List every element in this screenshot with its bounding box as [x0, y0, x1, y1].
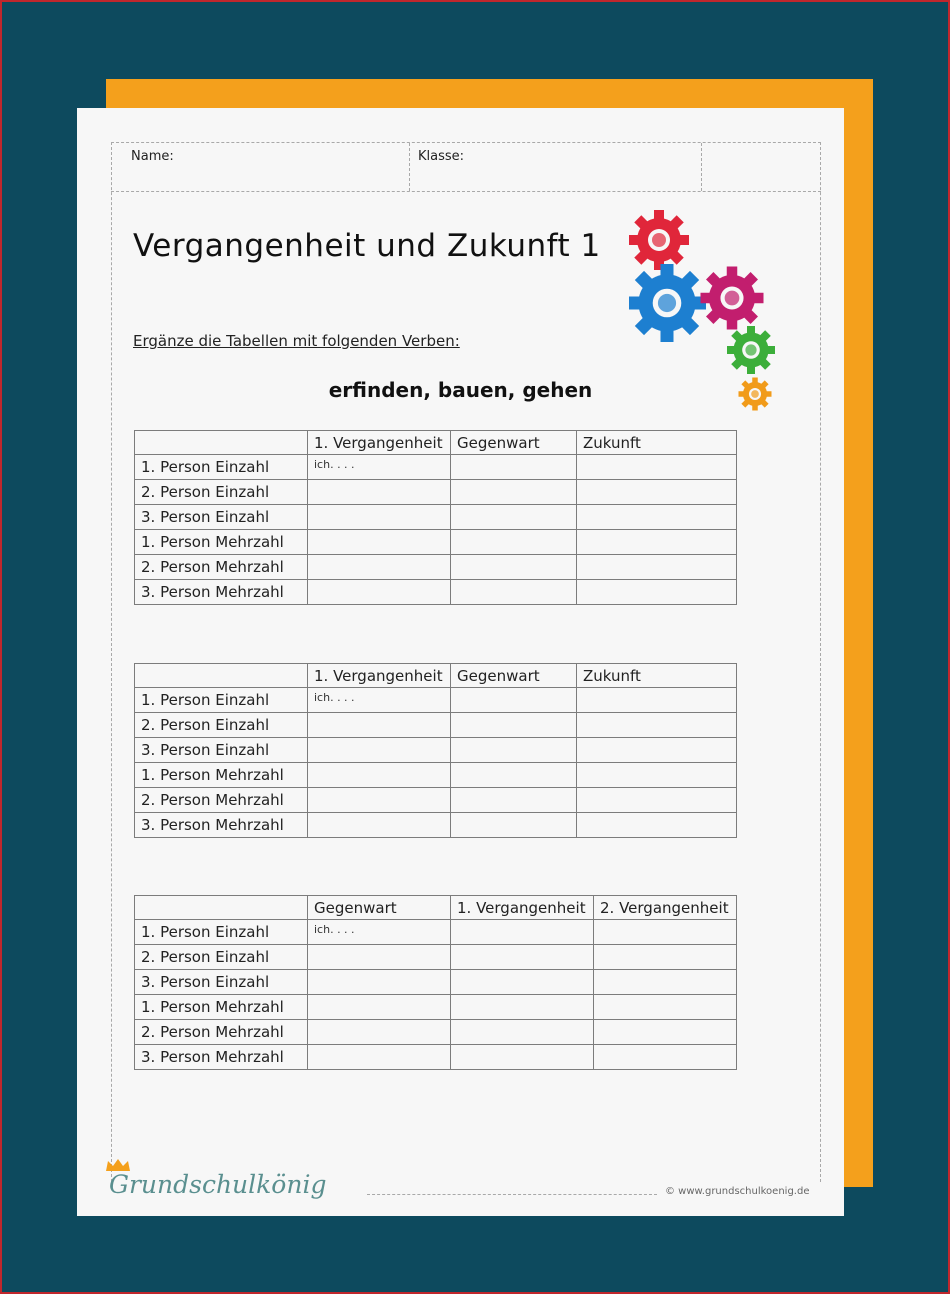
row-label: 2. Person Mehrzahl: [135, 1020, 308, 1045]
answer-cell[interactable]: [308, 1045, 451, 1070]
table-row: [135, 813, 737, 838]
answer-cell[interactable]: [577, 530, 737, 555]
class-field[interactable]: [409, 143, 701, 191]
table-row: [135, 788, 737, 813]
column-header: 2. Vergangenheit: [594, 896, 737, 920]
table-row: [135, 530, 737, 555]
row-label: 3. Person Mehrzahl: [135, 1045, 308, 1070]
answer-cell[interactable]: [451, 945, 594, 970]
answer-cell[interactable]: [308, 738, 451, 763]
answer-cell[interactable]: [308, 813, 451, 838]
column-header: Zukunft: [577, 664, 737, 688]
answer-cell[interactable]: [577, 555, 737, 580]
verb-list: erfinden, bauen, gehen: [328, 378, 593, 402]
column-header: Gegenwart: [451, 664, 577, 688]
answer-cell[interactable]: [451, 480, 577, 505]
table-row: [135, 738, 737, 763]
table-row: [135, 995, 737, 1020]
answer-cell[interactable]: [308, 505, 451, 530]
answer-cell[interactable]: [451, 995, 594, 1020]
corner-cell: [135, 664, 308, 688]
answer-cell[interactable]: [451, 970, 594, 995]
answer-cell[interactable]: [451, 920, 594, 945]
row-label: 1. Person Mehrzahl: [135, 763, 308, 788]
answer-cell[interactable]: [594, 1020, 737, 1045]
column-header: Zukunft: [577, 431, 737, 455]
answer-cell[interactable]: [308, 763, 451, 788]
blank-field: [701, 143, 821, 191]
row-label: 1. Person Einzahl: [135, 455, 308, 480]
answer-cell[interactable]: [451, 688, 577, 713]
row-label: 3. Person Einzahl: [135, 505, 308, 530]
answer-cell[interactable]: [577, 688, 737, 713]
corner-cell: [135, 896, 308, 920]
answer-cell[interactable]: [451, 530, 577, 555]
table-row: [135, 455, 737, 480]
answer-cell[interactable]: [308, 788, 451, 813]
row-label: 3. Person Einzahl: [135, 738, 308, 763]
answer-cell[interactable]: [577, 788, 737, 813]
conjugation-table-3: [134, 895, 737, 1070]
answer-cell[interactable]: [451, 763, 577, 788]
column-header: Gegenwart: [451, 431, 577, 455]
answer-cell[interactable]: [308, 555, 451, 580]
table-row: [135, 555, 737, 580]
answer-cell[interactable]: [308, 713, 451, 738]
table-row: [135, 580, 737, 605]
name-field[interactable]: [111, 143, 409, 191]
answer-cell[interactable]: [451, 738, 577, 763]
table-row: [135, 970, 737, 995]
table-row: [135, 1045, 737, 1070]
table-row: [135, 480, 737, 505]
footer-divider: [367, 1194, 657, 1195]
row-label: 1. Person Einzahl: [135, 920, 308, 945]
answer-cell[interactable]: [577, 738, 737, 763]
instruction-text: Ergänze die Tabellen mit folgenden Verben:: [133, 332, 460, 350]
corner-cell: [135, 431, 308, 455]
answer-cell[interactable]: [308, 580, 451, 605]
answer-cell[interactable]: [594, 945, 737, 970]
column-header: 1. Vergangenheit: [308, 431, 451, 455]
answer-cell[interactable]: [451, 788, 577, 813]
answer-cell[interactable]: [308, 995, 451, 1020]
row-label: 2. Person Einzahl: [135, 945, 308, 970]
row-label: 2. Person Einzahl: [135, 713, 308, 738]
row-label: 2. Person Mehrzahl: [135, 788, 308, 813]
answer-cell[interactable]: [577, 505, 737, 530]
answer-cell[interactable]: [577, 580, 737, 605]
worksheet: [77, 108, 844, 1216]
table-row: [135, 763, 737, 788]
answer-cell[interactable]: [308, 945, 451, 970]
table-row: [135, 945, 737, 970]
table-row: [135, 920, 737, 945]
row-label: 2. Person Mehrzahl: [135, 555, 308, 580]
conjugation-table-1: [134, 430, 737, 605]
answer-cell[interactable]: ich. . . .: [308, 920, 451, 945]
header-row: [111, 142, 821, 192]
copyright-text: © www.grundschulkoenig.de: [665, 1186, 810, 1197]
answer-cell[interactable]: ich. . . .: [308, 688, 451, 713]
answer-cell[interactable]: [451, 1020, 594, 1045]
row-label: 3. Person Einzahl: [135, 970, 308, 995]
column-header: Gegenwart: [308, 896, 451, 920]
row-label: 1. Person Mehrzahl: [135, 995, 308, 1020]
answer-cell[interactable]: [451, 1045, 594, 1070]
answer-cell[interactable]: [308, 480, 451, 505]
row-label: 1. Person Mehrzahl: [135, 530, 308, 555]
row-label: 3. Person Mehrzahl: [135, 813, 308, 838]
answer-cell[interactable]: [594, 995, 737, 1020]
answer-cell[interactable]: [577, 480, 737, 505]
answer-cell[interactable]: [308, 1020, 451, 1045]
row-label: 2. Person Einzahl: [135, 480, 308, 505]
conjugation-table-2: [134, 663, 737, 838]
answer-cell[interactable]: [594, 920, 737, 945]
answer-cell[interactable]: [308, 970, 451, 995]
answer-cell[interactable]: [594, 970, 737, 995]
row-label: 1. Person Einzahl: [135, 688, 308, 713]
answer-cell[interactable]: [577, 713, 737, 738]
column-header: 1. Vergangenheit: [451, 896, 594, 920]
answer-cell[interactable]: [451, 505, 577, 530]
worksheet-title: Vergangenheit und Zukunft 1: [133, 228, 601, 264]
answer-cell[interactable]: [451, 713, 577, 738]
table-row: [135, 688, 737, 713]
answer-cell[interactable]: [594, 1045, 737, 1070]
answer-cell[interactable]: ich. . . .: [308, 455, 451, 480]
answer-cell[interactable]: [577, 455, 737, 480]
answer-cell[interactable]: [577, 763, 737, 788]
table-row: [135, 505, 737, 530]
answer-cell[interactable]: [308, 530, 451, 555]
answer-cell[interactable]: [451, 580, 577, 605]
row-label: 3. Person Mehrzahl: [135, 580, 308, 605]
name-label: Name:: [131, 149, 174, 164]
class-label: Klasse:: [418, 149, 465, 164]
answer-cell[interactable]: [451, 555, 577, 580]
brand-logo: Grundschulkönig: [109, 1170, 327, 1199]
table-row: [135, 1020, 737, 1045]
answer-cell[interactable]: [451, 455, 577, 480]
table-row: [135, 713, 737, 738]
column-header: 1. Vergangenheit: [308, 664, 451, 688]
answer-cell[interactable]: [577, 813, 737, 838]
answer-cell[interactable]: [451, 813, 577, 838]
